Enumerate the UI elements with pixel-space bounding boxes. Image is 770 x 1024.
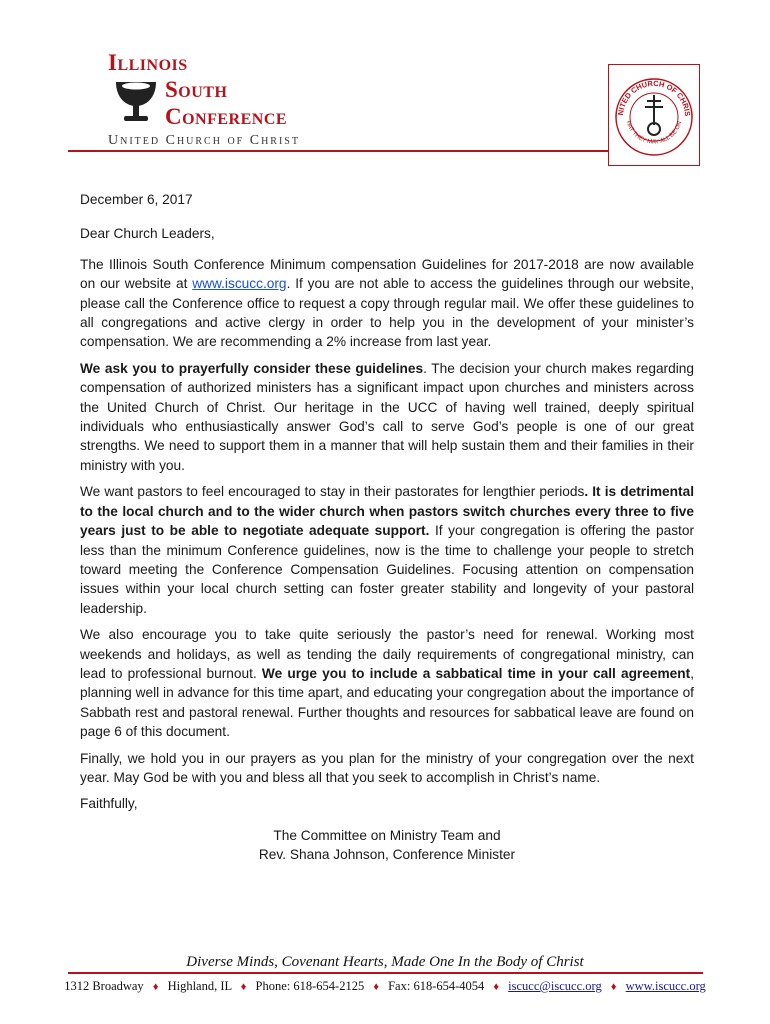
letter-body bbox=[80, 190, 694, 865]
p3-bold: . It is detrimental to the local church and to the wider church when pastors switch churches every three to five years just to be able to negotiate adequate support. bbox=[80, 484, 695, 539]
diamond-separator-icon: ♦ bbox=[373, 981, 379, 993]
diamond-separator-icon: ♦ bbox=[493, 981, 500, 993]
footer-address: 1312 Broadway bbox=[64, 979, 144, 993]
logo-subtitle: United Church of Christ bbox=[108, 133, 300, 148]
signature-line-1: The Committee on Ministry Team and bbox=[273, 827, 501, 843]
p3-rest: If your congregation is offering the pastor less than the minimum Conference guidelines, now is the time to challenge your people to stretch toward meeting the Conference Compensation Guidelines. Focusing attention on compensation issues within your local church setting can foster greater stability and longevity of your pastoral leadership. bbox=[80, 523, 695, 616]
p4-start: We also encourage you to take quite seriously the pastor’s need for renewal. Working most weekends and holidays, as well as tending the daily requirements of congregational ministry, can lead to professional burnout. bbox=[80, 627, 694, 681]
diamond-separator-icon: ♦ bbox=[240, 981, 247, 993]
footer-city: Highland, IL bbox=[167, 979, 232, 993]
letter-date: December 6, 2017 bbox=[80, 192, 193, 207]
signature-block bbox=[80, 826, 694, 865]
ucc-seal bbox=[608, 64, 700, 166]
p1-before-link: The Illinois South Conference Minimum compensation Guidelines for 2017-2018 are now available on our website at bbox=[80, 256, 694, 292]
logo-line-3: Conference bbox=[165, 104, 288, 129]
logo-line-1: Illinois bbox=[108, 50, 188, 75]
footer-motto: Diverse Minds, Covenant Hearts, Made One In the Body of Christ bbox=[186, 954, 584, 970]
seal-text-top: NITED CHURCH OF CHRIS bbox=[615, 78, 693, 117]
logo-line-2: South bbox=[165, 77, 228, 102]
footer-fax: Fax: 618-654-4054 bbox=[388, 979, 485, 993]
p2-rest: . The decision your church makes regarding compensation of authorized ministers has a significant impact upon churches and ministers across the United Church of Christ. Our heritage in the UCC of having well trained, deeply spiritual individuals who enthusiastically answer God’s call to serve God’s people is one of our great strengths. We need to support them in a manner that will help sustain them and their families in their ministry with you. bbox=[80, 360, 694, 473]
ucc-seal-emblem bbox=[609, 65, 699, 165]
p3-start: We want pastors to feel encouraged to stay in their pastorates for lengthier periods bbox=[80, 484, 585, 500]
closing: Faithfully, bbox=[80, 796, 138, 812]
diamond-separator-icon: ♦ bbox=[610, 981, 617, 993]
footer-website-link[interactable]: www.iscucc.org bbox=[625, 979, 706, 993]
p4-bold: We urge you to include a sabbatical time in your call agreement bbox=[261, 665, 691, 681]
diamond-separator-icon: ♦ bbox=[152, 981, 159, 993]
footer-email-link[interactable]: iscucc@iscucc.org bbox=[508, 979, 602, 993]
paragraph-4 bbox=[80, 625, 694, 741]
website-link[interactable]: www.iscucc.org bbox=[192, 276, 287, 292]
seal-text-bottom: HAT THEY MAY ALL BE ON bbox=[624, 120, 684, 146]
chalice-icon bbox=[112, 78, 160, 126]
p1-after-link: . If you are not able to access the guidelines through our website, please call the Conference office to request a copy through regular mail. We offer these guidelines to all congregations and active clergy in order to help you in the development of your minister’s compensation. We are recommending a 2% increase from last year. bbox=[80, 276, 695, 350]
footer-phone: Phone: 618-654-2125 bbox=[255, 979, 365, 993]
paragraph-2 bbox=[80, 359, 694, 475]
footer-contact bbox=[0, 979, 770, 994]
signature-line-2: Rev. Shana Johnson, Conference Minister bbox=[258, 847, 516, 863]
header-divider bbox=[68, 150, 608, 152]
footer-divider bbox=[68, 972, 703, 974]
salutation: Dear Church Leaders, bbox=[80, 226, 215, 242]
paragraph-5: Finally, we hold you in our prayers as you plan for the ministry of your congregation over the next year. May God be with you and bless all that you seek to accomplish in Christ’s name. bbox=[80, 750, 694, 785]
p4-rest: , planning well in advance for this time apart, and educating your congregation about the importance of Sabbath rest and pastoral renewal. Further thoughts and resources for sabbatical leave are found on page 6 of this document. bbox=[80, 665, 694, 740]
p2-bold: We ask you to prayerfully consider these guidelines bbox=[80, 360, 424, 376]
paragraph-3 bbox=[80, 482, 694, 618]
paragraph-1 bbox=[80, 255, 694, 352]
svg-text:UNITED CHURCH OF CHRIST bbox=[609, 65, 692, 117]
